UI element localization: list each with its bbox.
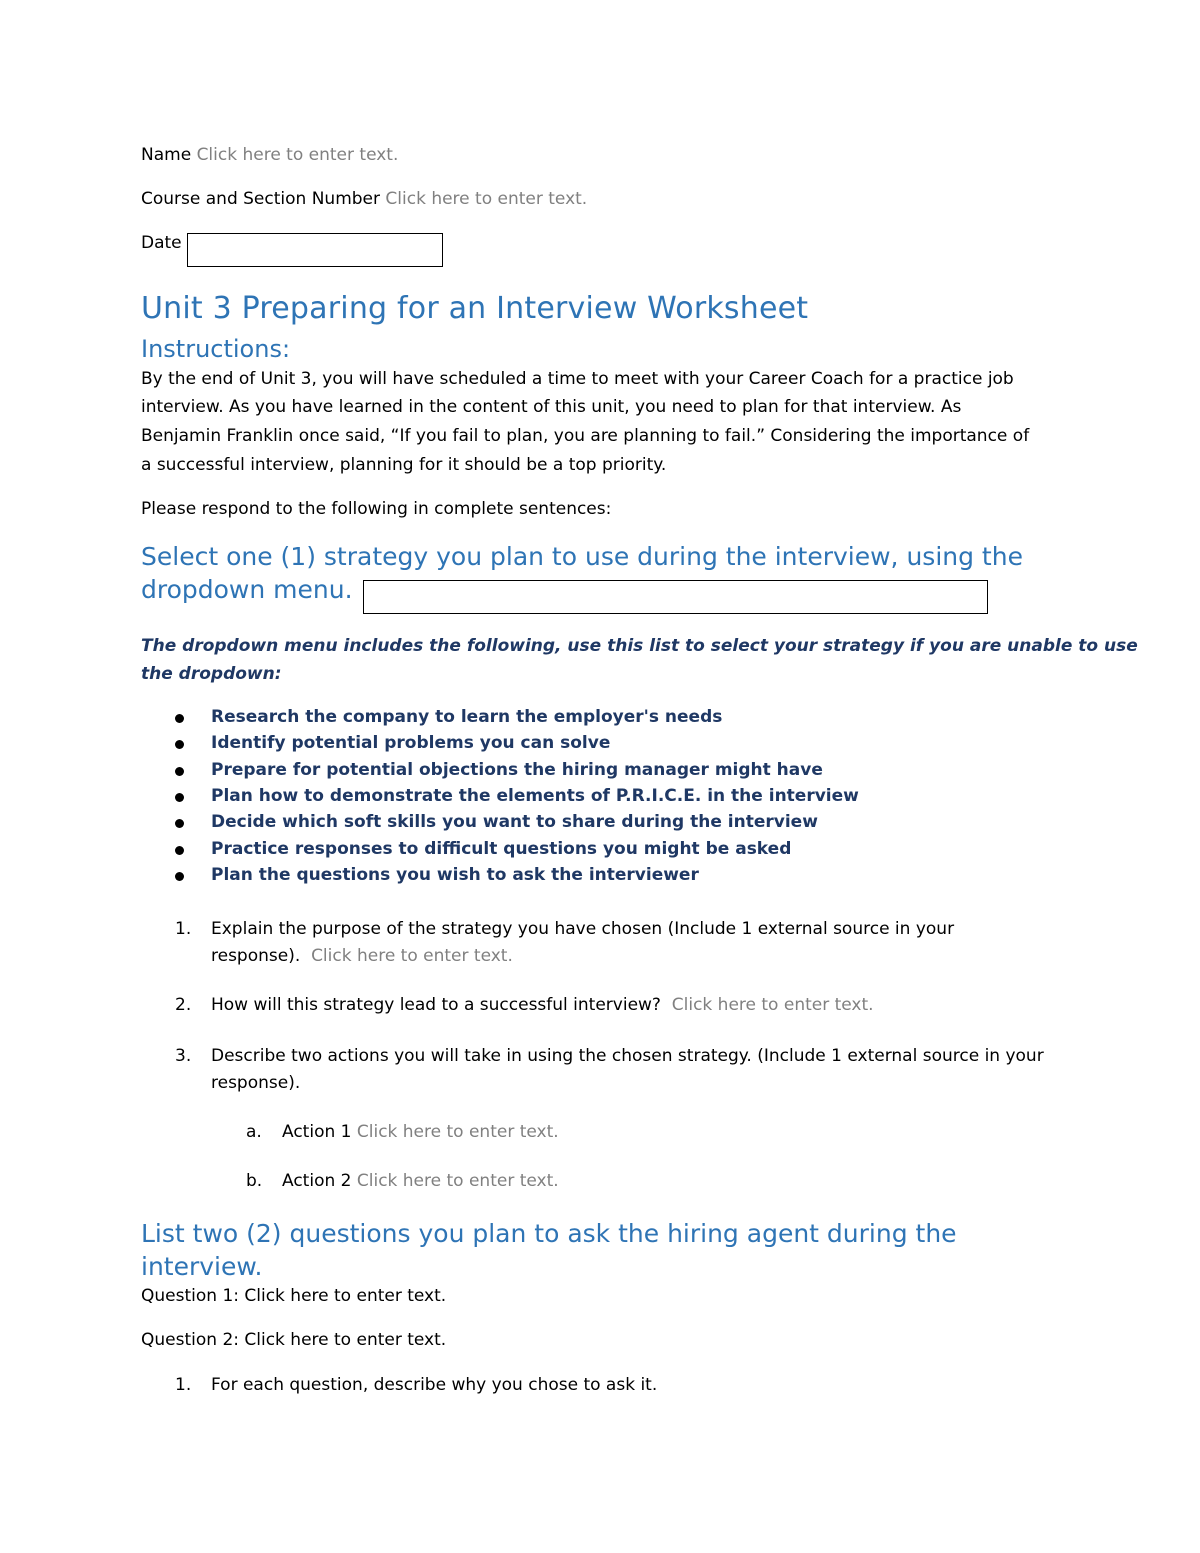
bullet-icon (175, 846, 184, 855)
question-number: 3. (175, 1046, 192, 1066)
bullet-icon (175, 872, 184, 881)
course-label: Course and Section Number (141, 189, 380, 209)
instructions-line: Benjamin Franklin once said, “If you fail to plan, you are planning to fail.” Considering the importance of (141, 426, 1030, 446)
name-label: Name (141, 145, 192, 165)
bullet-icon (175, 767, 184, 776)
answer-input-2[interactable]: Click here to enter text. (671, 995, 874, 1015)
agent-question-1-input[interactable]: Click here to enter text. (244, 1286, 447, 1306)
name-row (141, 141, 398, 170)
question-text: Describe two actions you will take in using the chosen strategy. (Include 1 external source in your (211, 1046, 1044, 1066)
question-number: 2. (175, 995, 192, 1015)
strategy-item: Plan how to demonstrate the elements of P.R.I.C.E. in the interview (211, 786, 859, 806)
action-row-2 (282, 1171, 559, 1191)
strategy-item: Practice responses to difficult questions you might be asked (211, 839, 792, 859)
action-letter: b. (246, 1171, 263, 1191)
agent-question-label: Question 2: (141, 1330, 239, 1350)
strategy-item: Plan the questions you wish to ask the interviewer (211, 865, 699, 885)
action-1-input[interactable]: Click here to enter text. (356, 1122, 559, 1142)
bullet-icon (175, 714, 184, 723)
course-row (141, 185, 587, 214)
name-input[interactable]: Click here to enter text. (196, 145, 399, 165)
strategy-item: Identify potential problems you can solve (211, 733, 611, 753)
instructions-line: a successful interview, planning for it should be a top priority. (141, 455, 667, 475)
strategy-item: Decide which soft skills you want to share during the interview (211, 812, 818, 832)
strategy-item: Research the company to learn the employer's needs (211, 707, 723, 727)
page-title: Unit 3 Preparing for an Interview Worksheet (141, 291, 809, 326)
dropdown-note: the dropdown: (141, 664, 282, 684)
strategy-heading: dropdown menu. (141, 575, 353, 604)
agent-question-label: Question 1: (141, 1286, 239, 1306)
strategy-item: Prepare for potential objections the hiring manager might have (211, 760, 823, 780)
dropdown-note: The dropdown menu includes the following, use this list to select your strategy if you are unable to use (141, 636, 1138, 656)
question-text-cont (211, 946, 513, 966)
respond-prompt: Please respond to the following in complete sentences: (141, 499, 612, 519)
questions-heading: List two (2) questions you plan to ask the hiring agent during the (141, 1219, 957, 1248)
bullet-icon (175, 793, 184, 802)
action-label: Action 2 (282, 1171, 352, 1191)
agent-question-row-1 (141, 1286, 446, 1306)
questions-heading: interview. (141, 1252, 263, 1281)
question-text-line2: response). (211, 1073, 301, 1093)
instructions-line: interview. As you have learned in the content of this unit, you need to plan for that interview. As (141, 397, 962, 417)
question-number: 1. (175, 919, 192, 939)
course-input[interactable]: Click here to enter text. (385, 189, 588, 209)
action-letter: a. (246, 1122, 262, 1142)
date-label: Date (141, 233, 182, 253)
answer-input-1[interactable]: Click here to enter text. (311, 946, 513, 966)
action-2-input[interactable]: Click here to enter text. (356, 1171, 559, 1191)
agent-question-row-2 (141, 1330, 446, 1350)
strategy-dropdown[interactable] (363, 580, 988, 614)
action-label: Action 1 (282, 1122, 352, 1142)
final-item-number: 1. (175, 1375, 192, 1395)
bullet-icon (175, 819, 184, 828)
question-text: How will this strategy lead to a successful interview? (211, 995, 661, 1015)
question-text: Explain the purpose of the strategy you have chosen (Include 1 external source in your (211, 919, 955, 939)
instructions-line: By the end of Unit 3, you will have scheduled a time to meet with your Career Coach for a practice job (141, 369, 1014, 389)
strategy-heading: Select one (1) strategy you plan to use during the interview, using the (141, 542, 1023, 571)
agent-question-2-input[interactable]: Click here to enter text. (244, 1330, 447, 1350)
instructions-heading: Instructions: (141, 335, 291, 363)
question-text-line2: response). (211, 946, 301, 966)
bullet-icon (175, 740, 184, 749)
final-item-text: For each question, describe why you chose to ask it. (211, 1375, 658, 1395)
action-row-1 (282, 1122, 559, 1142)
question-row-2 (211, 995, 874, 1015)
date-input[interactable] (187, 233, 443, 267)
